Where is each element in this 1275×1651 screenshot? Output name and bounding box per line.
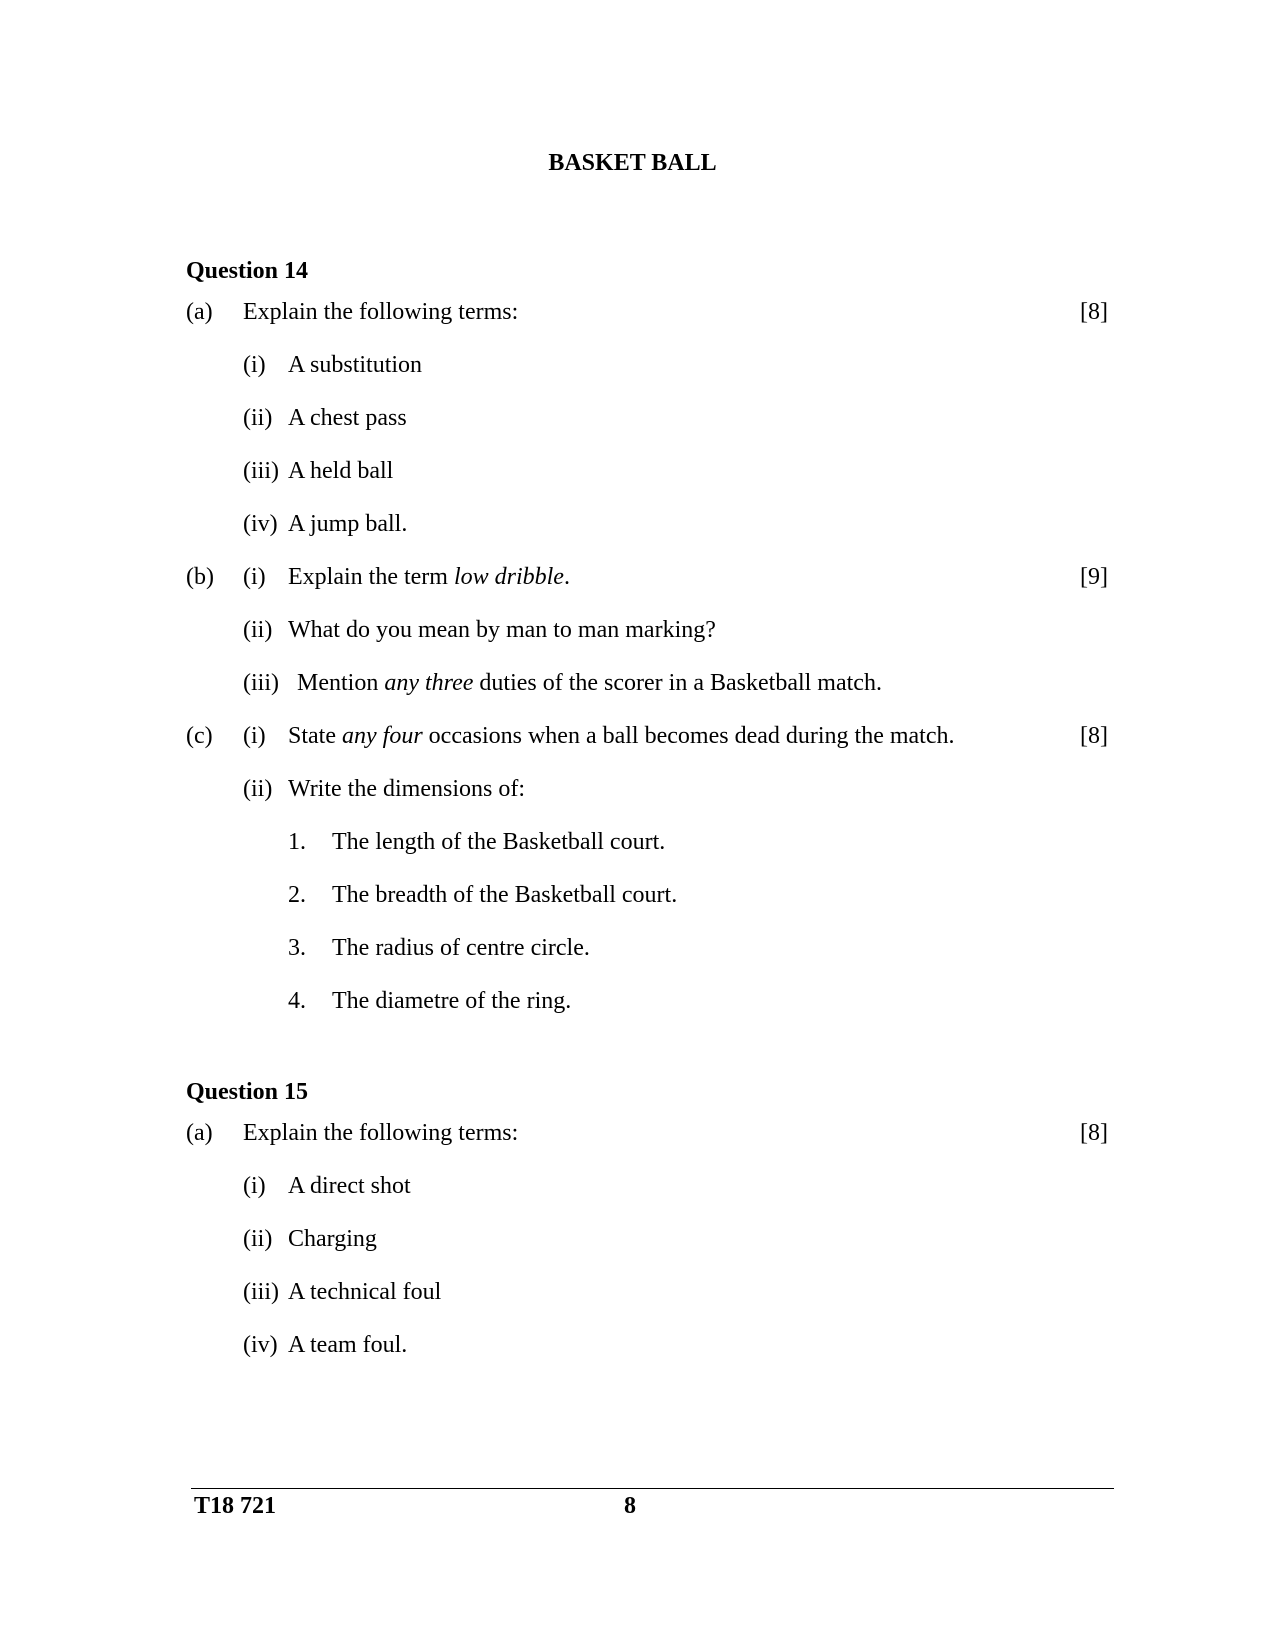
q14-b-i-text: Explain the term low dribble.: [288, 564, 570, 590]
q14-a-item-text: A chest pass: [288, 405, 407, 431]
q14-a-item-text: A substitution: [288, 352, 423, 378]
q15-a-item-num: (iv): [243, 1332, 278, 1358]
q14-b-iii-num: (iii): [243, 670, 279, 696]
footer-paper-code: T18 721: [194, 1493, 277, 1519]
q14-a-marks: [8]: [1080, 299, 1108, 325]
q14-b-ii-text: What do you mean by man to man marking?: [288, 617, 716, 643]
section-title: BASKET BALL: [548, 150, 717, 176]
q14-b-iii-emphasis: any three: [384, 670, 474, 696]
q15-a-text: Explain the following terms:: [243, 1120, 519, 1146]
q14-a-item-num: (ii): [243, 405, 273, 431]
q15-a-item-num: (i): [243, 1173, 266, 1199]
question-15-heading: Question 15: [186, 1079, 309, 1105]
q15-a-item-text: A technical foul: [288, 1279, 442, 1305]
q15-a-item-num: (ii): [243, 1226, 273, 1252]
q14-c-dim-text: The breadth of the Basketball court.: [332, 882, 678, 908]
q14-a-item-num: (i): [243, 352, 266, 378]
q15-a-label: (a): [186, 1120, 213, 1146]
q15-a-item-text: A team foul.: [288, 1332, 408, 1358]
q14-c-label: (c): [186, 723, 213, 749]
q14-c-i-text: State any four occasions when a ball becomes dead during the match.: [288, 723, 955, 749]
footer-rule: [191, 1488, 1114, 1489]
q14-c-ii-num: (ii): [243, 776, 273, 802]
q14-a-label: (a): [186, 299, 213, 325]
q14-b-iii-text: Mention any three duties of the scorer in a Basketball match.: [297, 670, 882, 696]
q15-a-item-num: (iii): [243, 1279, 279, 1305]
q14-a-item-num: (iii): [243, 458, 279, 484]
q15-a-marks: [8]: [1080, 1120, 1108, 1146]
q14-a-text: Explain the following terms:: [243, 299, 519, 325]
q14-b-marks: [9]: [1080, 564, 1108, 590]
q14-c-dim-num: 1.: [288, 829, 306, 855]
q14-c-i-emphasis: any four: [342, 723, 423, 749]
q14-a-item-text: A held ball: [288, 458, 394, 484]
q14-c-dim-num: 4.: [288, 988, 306, 1014]
q14-c-i-num: (i): [243, 723, 266, 749]
q14-a-item-text: A jump ball.: [288, 511, 408, 537]
q14-b-i-emphasis: low dribble: [453, 564, 564, 590]
q14-c-dim-text: The radius of centre circle.: [332, 935, 590, 961]
q14-c-ii-text: Write the dimensions of:: [288, 776, 525, 802]
q14-c-dim-num: 2.: [288, 882, 306, 908]
q14-b-i-num: (i): [243, 564, 266, 590]
footer-page-number: 8: [624, 1493, 636, 1519]
q15-a-item-text: A direct shot: [288, 1173, 411, 1199]
question-14-heading: Question 14: [186, 258, 309, 284]
q14-a-item-num: (iv): [243, 511, 278, 537]
q14-c-dim-text: The diametre of the ring.: [332, 988, 572, 1014]
q14-c-dim-text: The length of the Basketball court.: [332, 829, 666, 855]
q15-a-item-text: Charging: [288, 1226, 377, 1252]
q14-b-label: (b): [186, 564, 214, 590]
q14-b-ii-num: (ii): [243, 617, 273, 643]
q14-c-dim-num: 3.: [288, 935, 306, 961]
q14-c-marks: [8]: [1080, 723, 1108, 749]
